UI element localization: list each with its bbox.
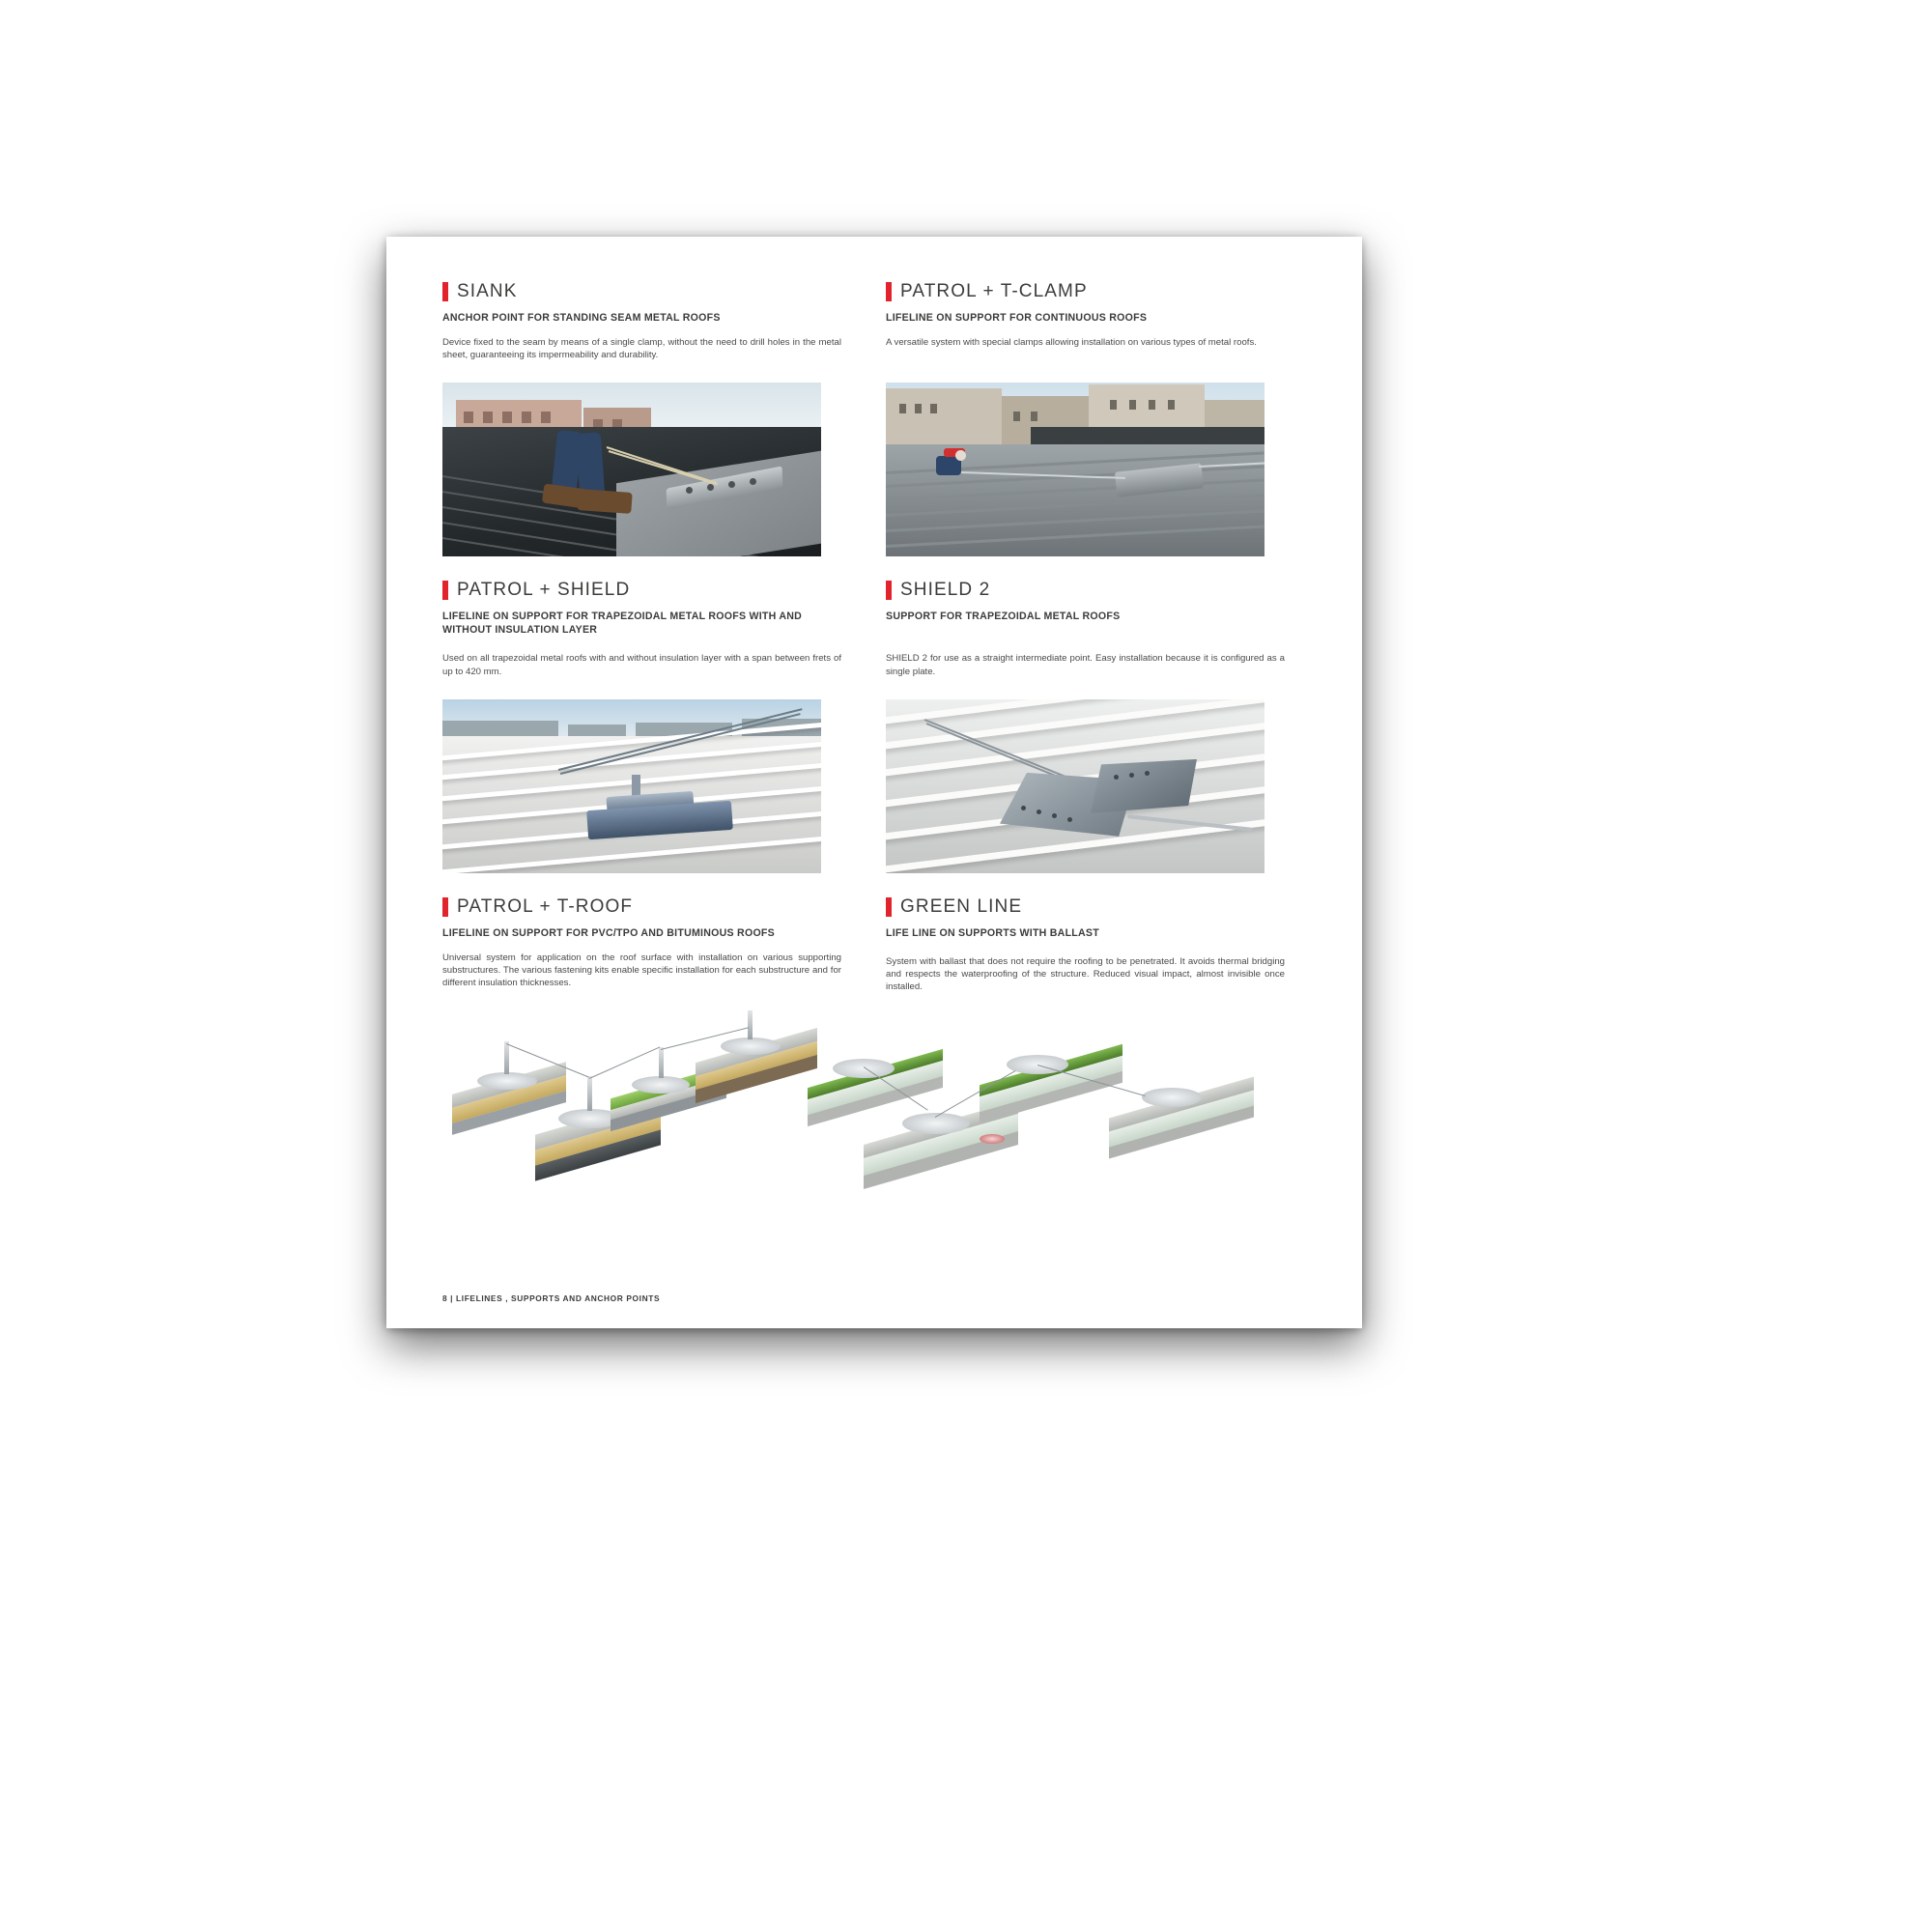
product-title-text: SIANK <box>457 281 518 301</box>
product-card-shield-2 <box>886 580 1306 677</box>
product-card-patrol-t-clamp <box>886 281 1306 361</box>
product-card-green-line <box>886 896 1306 994</box>
accent-bar-icon <box>442 581 448 600</box>
product-description: Universal system for application on the roof surface with installation on various supporting substructures. The various fastening kits enable specific installation for each substructure and for different insulation thicknesses. <box>442 952 841 989</box>
product-title-green-line <box>886 896 1306 918</box>
product-row-2 <box>442 580 1306 677</box>
product-title-shield-2 <box>886 580 1306 601</box>
product-title-patrol-t-clamp <box>886 281 1306 302</box>
product-title-text: GREEN LINE <box>900 895 1023 917</box>
image-col-2 <box>886 361 1306 556</box>
product-subtitle: SUPPORT FOR TRAPEZOIDAL METAL ROOFS <box>886 611 1121 623</box>
product-row-1 <box>442 281 1306 361</box>
page-content <box>442 281 1306 1202</box>
product-description: A versatile system with special clamps allowing installation on various types of metal roofs. <box>886 337 1257 348</box>
product-photo-siank <box>442 383 821 556</box>
product-title-text: SHIELD 2 <box>900 580 991 601</box>
product-photo-patrol-shield <box>442 699 821 873</box>
product-title-siank <box>442 281 863 302</box>
product-row-3 <box>442 896 1306 994</box>
page-footer: 8 | LIFELINES , SUPPORTS AND ANCHOR POINTS <box>442 1293 661 1303</box>
bottom-illustration <box>442 1009 1306 1202</box>
accent-bar-icon <box>886 897 892 917</box>
image-col-4 <box>886 678 1306 873</box>
document-page <box>386 237 1362 1328</box>
accent-bar-icon <box>442 282 448 301</box>
product-description: System with ballast that does not require the roofing to be penetrated. It avoids thermal bridging and respects the waterproofing of the structure. Reduced visual impact, almost invisible once installed. <box>886 955 1285 993</box>
product-photo-patrol-t-clamp <box>886 383 1264 556</box>
product-description: Used on all trapezoidal metal roofs with and without insulation layer with a span between frets of up to 420 mm. <box>442 653 841 677</box>
product-subtitle: LIFELINE ON SUPPORT FOR PVC/TPO AND BITUMINOUS ROOFS <box>442 926 775 939</box>
illus-post-1 <box>504 1041 509 1074</box>
accent-bar-icon <box>886 581 892 600</box>
product-subtitle: LIFELINE ON SUPPORT FOR TRAPEZOIDAL METAL ROOFS WITH AND WITHOUT INSULATION LAYER <box>442 611 803 637</box>
illus-post-2 <box>587 1076 592 1111</box>
illus-post-3 <box>659 1047 664 1078</box>
product-subtitle: LIFE LINE ON SUPPORTS WITH BALLAST <box>886 926 1099 939</box>
product-card-siank <box>442 281 863 361</box>
product-description: Device fixed to the seam by means of a single clamp, without the need to drill holes in the metal sheet, guaranteeing its impermeability and durability. <box>442 337 841 361</box>
product-image-row-2 <box>442 678 1306 873</box>
accent-bar-icon <box>442 897 448 917</box>
product-title-text: PATROL + T-ROOF <box>457 895 634 917</box>
product-title-text: PATROL + T-CLAMP <box>900 281 1088 301</box>
product-subtitle: LIFELINE ON SUPPORT FOR CONTINUOUS ROOFS <box>886 312 1148 324</box>
image-col-1 <box>442 361 863 556</box>
product-image-row-1 <box>442 361 1306 556</box>
image-col-3 <box>442 678 863 873</box>
product-title-text: PATROL + SHIELD <box>457 580 631 601</box>
product-title-patrol-shield <box>442 580 863 601</box>
product-photo-shield-2 <box>886 699 1264 873</box>
product-subtitle: ANCHOR POINT FOR STANDING SEAM METAL ROOFS <box>442 312 721 324</box>
product-description: SHIELD 2 for use as a straight intermediate point. Easy installation because it is configured as a single plate. <box>886 653 1285 677</box>
product-card-patrol-shield <box>442 580 863 677</box>
accent-bar-icon <box>886 282 892 301</box>
product-card-patrol-t-roof <box>442 896 863 994</box>
illus-post-4 <box>748 1010 753 1039</box>
product-title-patrol-t-roof <box>442 896 863 918</box>
